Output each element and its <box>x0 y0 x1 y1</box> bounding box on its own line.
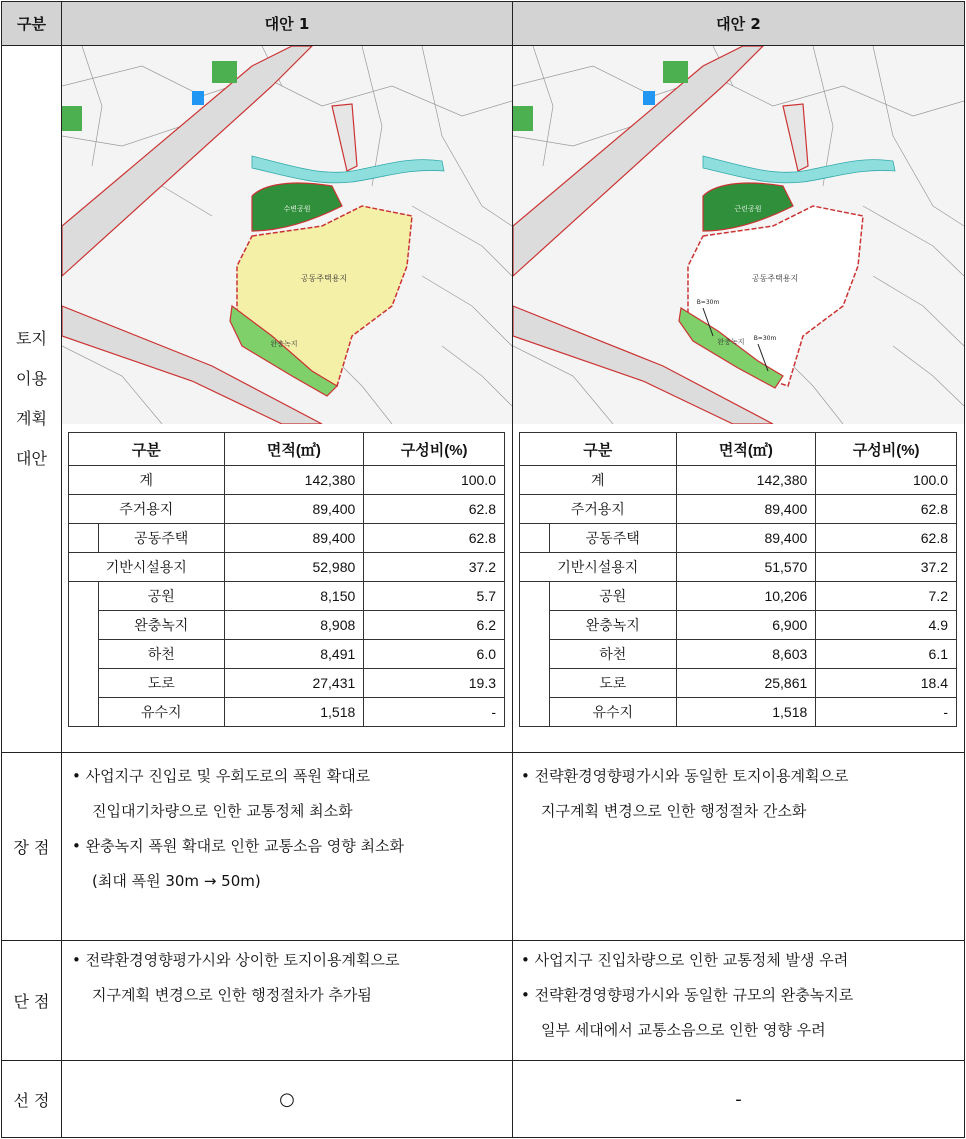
alt1-row-ratio: 62.8 <box>364 524 505 553</box>
alt1-row-name: 하천 <box>98 640 224 669</box>
alt2-row-area: 1,518 <box>676 698 816 727</box>
alt1-row-area: 8,150 <box>224 582 364 611</box>
alt2-row-ratio: 37.2 <box>816 553 957 582</box>
alt2-row-name: 주거용지 <box>520 495 677 524</box>
row-label-cons: 단 점 <box>1 940 62 1061</box>
alt2-map-housing-label: 공동주택용지 <box>751 274 799 283</box>
alt2-pros-line-1: • 전략환경영향평가시와 동일한 토지이용계획으로 <box>521 767 849 785</box>
alt1-row-area: 8,491 <box>224 640 364 669</box>
alt1-selection: ○ <box>61 1060 513 1138</box>
alt1-map-park-label: 수변공원 <box>283 205 311 213</box>
alt1-row-ratio: 62.8 <box>364 495 505 524</box>
alt2-row-area: 89,400 <box>676 524 816 553</box>
alt2-table-row <box>520 698 957 727</box>
alt1-indent-cell <box>69 524 99 553</box>
alt2-row-name: 공원 <box>549 582 676 611</box>
land-use-label-1: 토지 <box>16 329 47 348</box>
alt2-row-ratio: 62.8 <box>816 495 957 524</box>
alt2-cons-line-3: 일부 세대에서 교통소음으로 인한 영향 우려 <box>541 1021 826 1039</box>
alt1-row-name: 유수지 <box>98 698 224 727</box>
alt2-row-name: 공동주택 <box>549 524 676 553</box>
alt2-table-row <box>520 582 957 611</box>
alt1-row-name: 완충녹지 <box>98 611 224 640</box>
alt2-table-row <box>520 611 957 640</box>
header-gubun: 구분 <box>1 1 62 46</box>
header-alt1: 대안 1 <box>61 1 513 46</box>
alt1-row-name: 공동주택 <box>98 524 224 553</box>
alt2-area-table <box>519 432 957 727</box>
alt1-row-name: 주거용지 <box>69 495 225 524</box>
alt2-pros-line-2: 지구계획 변경으로 인한 행정절차 간소화 <box>541 802 807 820</box>
alt2-row-ratio: - <box>816 698 957 727</box>
alt2-col-name: 구분 <box>520 433 677 466</box>
alt2-indent-cell <box>520 524 550 553</box>
alt2-row-name: 기반시설용지 <box>520 553 677 582</box>
alt2-row-area: 6,900 <box>676 611 816 640</box>
alt1-pros-cell <box>61 752 513 941</box>
alt2-row-ratio: 6.1 <box>816 640 957 669</box>
alt1-row-ratio: 19.3 <box>364 669 505 698</box>
alt2-map-width-label-2: B=30m <box>753 335 777 342</box>
alt2-row-name: 완충녹지 <box>549 611 676 640</box>
land-use-label-3: 계획 <box>16 409 47 428</box>
alt1-row-ratio: 6.0 <box>364 640 505 669</box>
alt2-row-area: 142,380 <box>676 466 816 495</box>
alt1-row-name: 도로 <box>98 669 224 698</box>
alt2-row-area: 51,570 <box>676 553 816 582</box>
alt1-table-row <box>69 611 505 640</box>
alt2-site-map <box>513 46 964 424</box>
alt1-row-ratio: 5.7 <box>364 582 505 611</box>
alt2-cons-cell <box>512 940 965 1061</box>
alt1-row-area: 1,518 <box>224 698 364 727</box>
alt1-cons-cell <box>61 940 513 1061</box>
alt2-row-name: 유수지 <box>549 698 676 727</box>
alt1-col-ratio: 구성비(%) <box>364 433 505 466</box>
alt1-table-row <box>69 582 505 611</box>
alt1-row-name: 공원 <box>98 582 224 611</box>
alt1-col-name: 구분 <box>69 433 225 466</box>
header-alt2: 대안 2 <box>512 1 965 46</box>
alt2-cons-line-1: • 사업지구 진입차량으로 인한 교통정체 발생 우려 <box>521 951 849 969</box>
alt1-row-area: 27,431 <box>224 669 364 698</box>
alt1-row-area: 142,380 <box>224 466 364 495</box>
alt1-area-table <box>68 432 505 727</box>
alt1-table-row <box>69 698 505 727</box>
alt2-map-park-label: 근린공원 <box>734 205 762 213</box>
alt1-row-area: 89,400 <box>224 495 364 524</box>
alt1-indent-cell <box>69 582 99 727</box>
alt1-site-map <box>62 46 512 424</box>
alt2-indent-cell <box>520 582 550 727</box>
alt2-row-name: 도로 <box>549 669 676 698</box>
alt1-row-name: 계 <box>69 466 225 495</box>
row-label-pros: 장 점 <box>1 752 62 941</box>
alt1-map-buffer-label: 완충녹지 <box>270 340 298 348</box>
alt1-row-ratio: 6.2 <box>364 611 505 640</box>
alt1-pros-line-1: • 사업지구 진입로 및 우회도로의 폭원 확대로 <box>72 767 371 785</box>
alt1-table-row <box>69 669 505 698</box>
alt1-row-ratio: 100.0 <box>364 466 505 495</box>
alt1-row-name: 기반시설용지 <box>69 553 225 582</box>
alt2-col-area: 면적(㎡) <box>676 433 816 466</box>
alt2-cons-line-2: • 전략환경영향평가시와 동일한 규모의 완충녹지로 <box>521 986 854 1004</box>
alt2-map-width-label-1: B=30m <box>696 299 720 306</box>
alt2-col-ratio: 구성비(%) <box>816 433 957 466</box>
alt1-table-row <box>69 495 505 524</box>
alt2-row-ratio: 7.2 <box>816 582 957 611</box>
alt1-cons-line-2: 지구계획 변경으로 인한 행정절차가 추가됨 <box>92 986 372 1004</box>
alt1-map-housing-label: 공동주택용지 <box>300 274 348 283</box>
alt1-row-area: 8,908 <box>224 611 364 640</box>
alt2-selection: - <box>512 1060 965 1138</box>
row-label-land-use <box>1 45 62 753</box>
alt2-table-row <box>520 640 957 669</box>
alt2-table-row <box>520 524 957 553</box>
row-label-selection: 선 정 <box>1 1060 62 1138</box>
alt2-pros-cell <box>512 752 965 941</box>
land-use-label-4: 대안 <box>16 449 47 468</box>
alt1-table-row <box>69 524 505 553</box>
alt1-pros-line-2: 진입대기차량으로 인한 교통정체 최소화 <box>92 802 353 820</box>
alt2-map-buffer-label: 완충녹지 <box>717 338 745 346</box>
alt1-row-area: 89,400 <box>224 524 364 553</box>
alt2-row-area: 10,206 <box>676 582 816 611</box>
alt2-row-name: 계 <box>520 466 677 495</box>
alt2-table-row <box>520 466 957 495</box>
alt2-row-name: 하천 <box>549 640 676 669</box>
alt2-row-ratio: 100.0 <box>816 466 957 495</box>
alt1-table-row <box>69 466 505 495</box>
alt1-table-row <box>69 640 505 669</box>
land-use-label-2: 이용 <box>16 369 47 388</box>
alt2-row-ratio: 18.4 <box>816 669 957 698</box>
alt1-row-ratio: - <box>364 698 505 727</box>
alt2-row-area: 8,603 <box>676 640 816 669</box>
alt2-table-row <box>520 669 957 698</box>
alt2-row-ratio: 4.9 <box>816 611 957 640</box>
alt1-col-area: 면적(㎡) <box>224 433 364 466</box>
alt2-table-row <box>520 495 957 524</box>
alt2-row-area: 89,400 <box>676 495 816 524</box>
alt2-row-ratio: 62.8 <box>816 524 957 553</box>
alt1-table-row <box>69 553 505 582</box>
alt1-cons-line-1: • 전략환경영향평가시와 상이한 토지이용계획으로 <box>72 951 400 969</box>
alt1-pros-line-4: (최대 폭원 30m → 50m) <box>92 872 261 890</box>
alt1-row-ratio: 37.2 <box>364 553 505 582</box>
alt1-pros-line-3: • 완충녹지 폭원 확대로 인한 교통소음 영향 최소화 <box>72 837 405 855</box>
alt1-row-area: 52,980 <box>224 553 364 582</box>
alt2-row-area: 25,861 <box>676 669 816 698</box>
alt2-table-row <box>520 553 957 582</box>
